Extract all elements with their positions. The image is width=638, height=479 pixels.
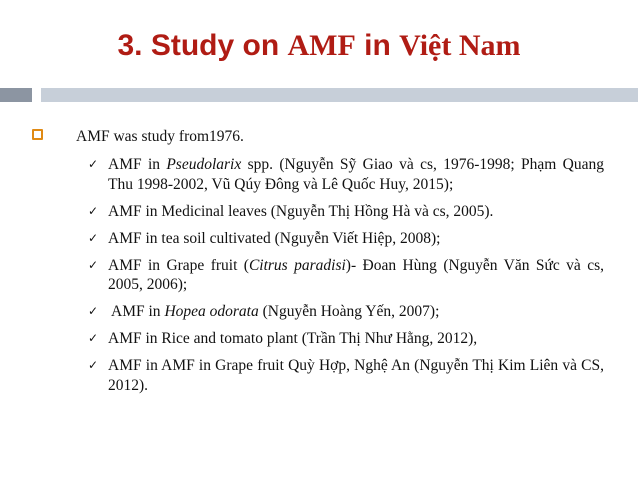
item-text: AMF in: [108, 303, 165, 320]
item-italic: Hopea odorata: [164, 303, 259, 320]
item-italic: Pseudolarix: [166, 156, 242, 173]
item-text-tail: (Nguyễn Hoàng Yến, 2007);: [258, 303, 440, 320]
checkmark-icon: ✓: [88, 257, 99, 272]
checkmark-icon: ✓: [88, 203, 99, 218]
checkmark-icon: ✓: [88, 358, 99, 372]
sub-bullet-list: [88, 155, 604, 403]
title-part-4: Việt Nam: [399, 29, 521, 62]
main-bullet-text: AMF was study from1976.: [76, 128, 244, 145]
title-part-3: in: [355, 29, 400, 62]
item-text: AMF in Rice and tomato plant (Trần Thị Như Hằng, 2012),: [108, 330, 478, 347]
item-italic: Citrus paradisi: [248, 256, 346, 274]
title-part-1: 3. Study on: [117, 29, 288, 62]
item-text: AMF in Medicinal leaves (Nguyễn Thị Hồng Hà và cs, 2005).: [108, 202, 494, 220]
checkmark-icon: ✓: [88, 331, 99, 345]
list-item: [88, 329, 604, 349]
list-item: [88, 356, 604, 395]
square-bullet-icon: [32, 129, 43, 140]
list-item: [88, 229, 604, 249]
checkmark-icon: ✓: [88, 157, 99, 171]
item-text: AMF in Grape fruit (: [108, 256, 249, 274]
main-bullet: [32, 127, 244, 147]
slide-title: [0, 26, 638, 66]
list-item: [88, 155, 604, 194]
item-text: AMF in tea soil cultivated (Nguyễn Viết Hiệp, 2008);: [108, 229, 441, 247]
list-item: [88, 202, 604, 222]
item-text-tail: )- Đoan Hùng (Nguyễn Văn Sức và cs, 2005, 2006);: [108, 256, 604, 293]
checkmark-icon: ✓: [88, 304, 99, 318]
header-band-right: [41, 88, 638, 102]
title-part-2: AMF: [287, 29, 356, 62]
item-text-tail: spp. (Nguyễn Sỹ Giao và cs, 1976-1998; Phạm Quang Thu 1998-2002, Vũ Qúy Đông và Lê Quốc Huy, 2015);: [108, 156, 604, 193]
item-text: AMF in AMF in Grape fruit Quỳ Hợp, Nghệ An (Nguyễn Thị Kim Liên và CS, 2012).: [108, 357, 604, 394]
checkmark-icon: ✓: [88, 230, 99, 245]
header-band-left: [0, 88, 32, 102]
item-text: AMF in: [108, 156, 167, 173]
list-item: [88, 302, 604, 322]
list-item: [88, 256, 604, 295]
